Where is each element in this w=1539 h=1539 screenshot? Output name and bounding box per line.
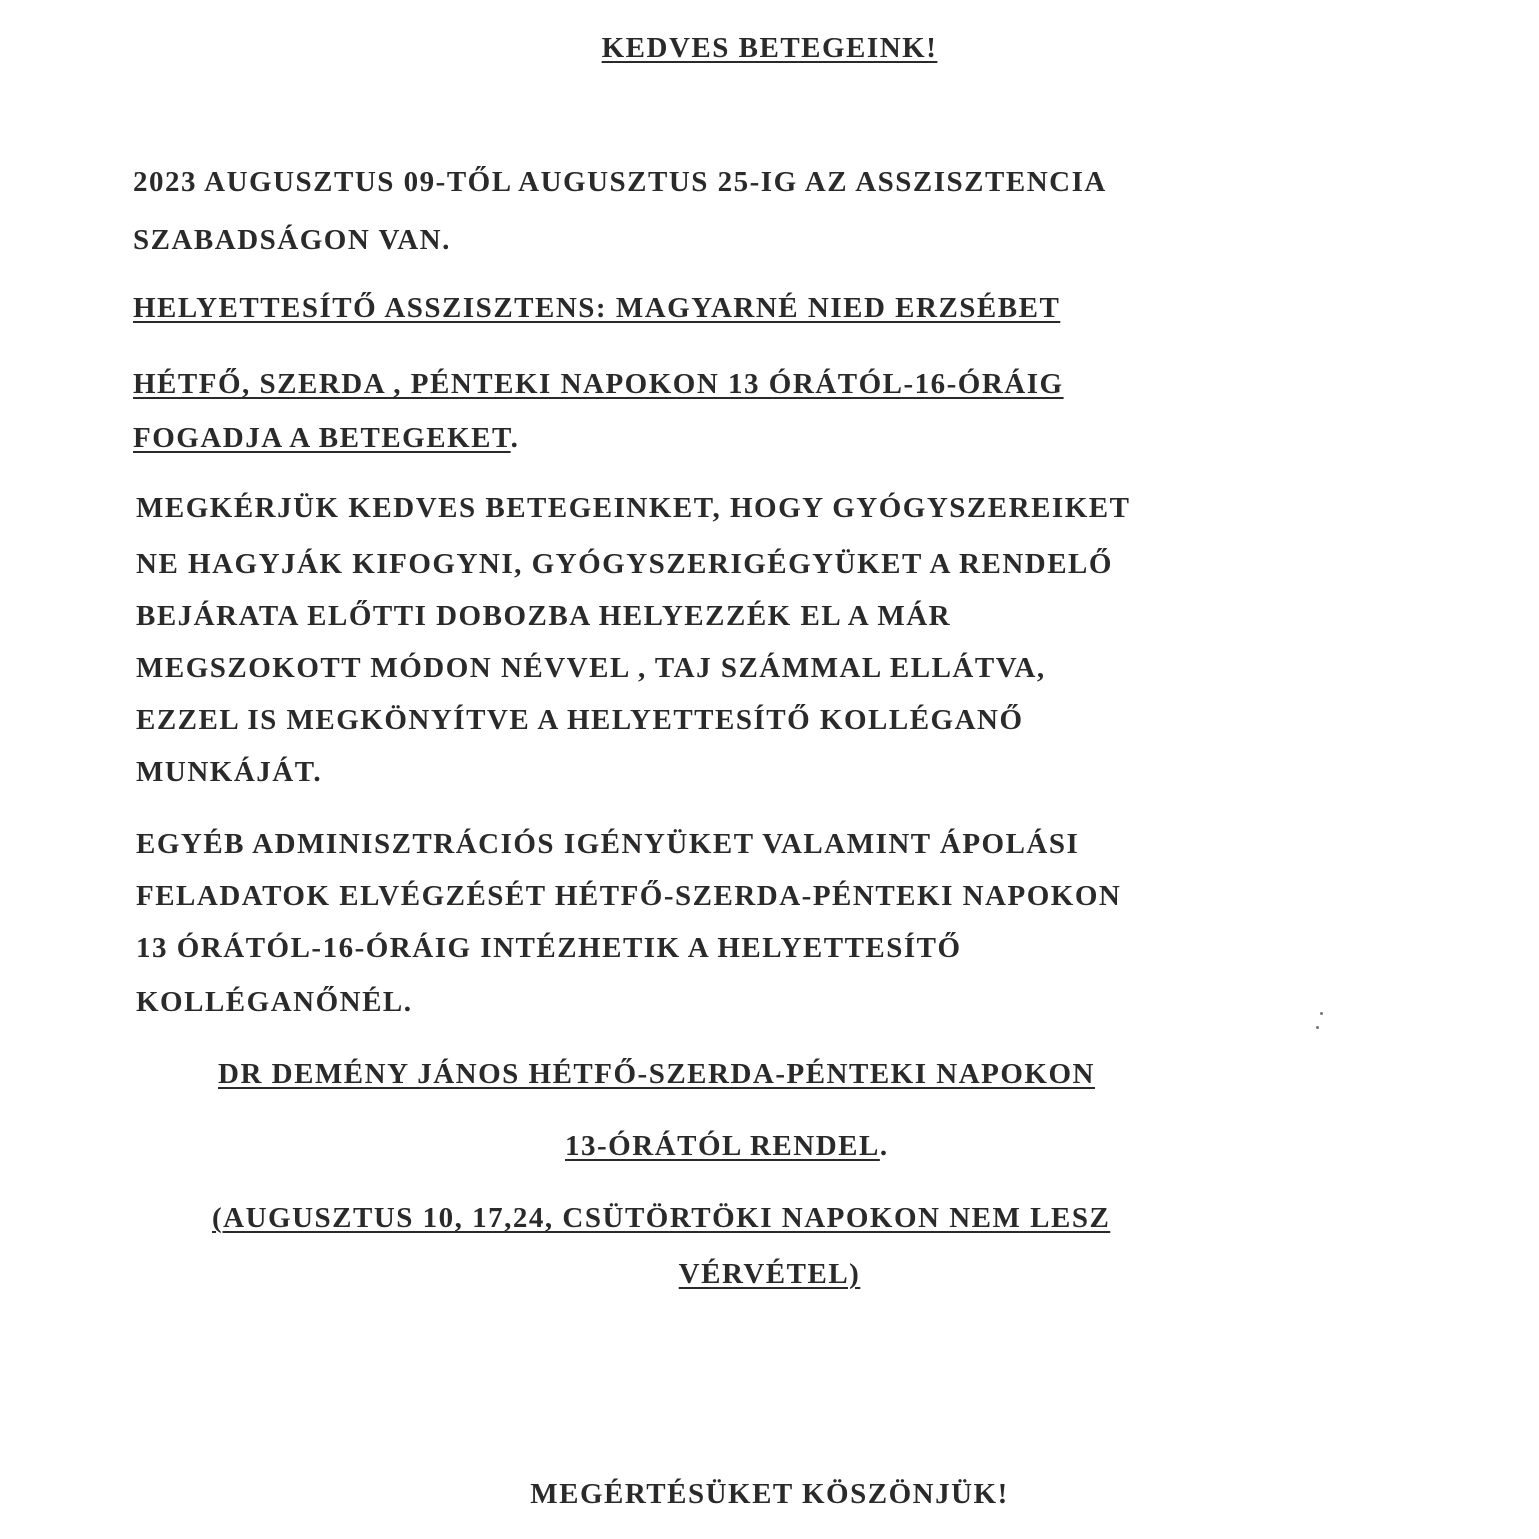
hours-line-1: HÉTFŐ, SZERDA , PÉNTEKI NAPOKON 13 ÓRÁTÓL-16-ÓRÁIG	[133, 368, 1064, 400]
absence-line-1: 2023 AUGUSZTUS 09-TŐL AUGUSZTUS 25-IG AZ ASSZISZTENCIA	[133, 166, 1107, 198]
admin-line-2: FELADATOK ELVÉGZÉSÉT HÉTFŐ-SZERDA-PÉNTEKI NAPOKON	[136, 880, 1122, 912]
doctor-line-2-text: 13-ÓRÁTÓL RENDEL	[565, 1130, 880, 1162]
request-line-2: NE HAGYJÁK KIFOGYNI, GYÓGYSZERIGÉGYÜKET A RENDELŐ	[136, 548, 1113, 580]
notice-heading: KEDVES BETEGEINK!	[601, 32, 938, 64]
hours-line-2	[133, 420, 519, 456]
hours-period: .	[510, 422, 520, 454]
doctor-period: .	[879, 1130, 889, 1162]
request-line-5: EZZEL IS MEGKÖNYÍTVE A HELYETTESÍTŐ KOLLÉGANŐ	[136, 704, 1024, 736]
request-line-6: MUNKÁJÁT.	[136, 756, 323, 788]
scan-speck	[1316, 1026, 1319, 1029]
absence-line-2: SZABADSÁGON VAN.	[133, 224, 451, 256]
closing-thanks: MEGÉRTÉSÜKET KÖSZÖNJÜK!	[530, 1478, 1009, 1510]
substitute-assistant: HELYETTESÍTŐ ASSZISZTENS: MAGYARNÉ NIED ERZSÉBET	[133, 292, 1061, 324]
doctor-line-2	[565, 1128, 889, 1164]
hours-line-2-text: FOGADJA A BETEGEKET	[133, 422, 511, 454]
admin-line-3: 13 ÓRÁTÓL-16-ÓRÁIG INTÉZHETIK A HELYETTESÍTŐ	[136, 932, 962, 964]
blood-draw-line-2: VÉRVÉTEL)	[678, 1258, 861, 1290]
blood-draw-line-1: (AUGUSZTUS 10, 17,24, CSÜTÖRTÖKI NAPOKON NEM LESZ	[212, 1202, 1111, 1234]
admin-line-4: KOLLÉGANŐNÉL.	[136, 986, 413, 1018]
request-line-3: BEJÁRATA ELŐTTI DOBOZBA HELYEZZÉK EL A MÁR	[136, 600, 952, 632]
request-line-4: MEGSZOKOTT MÓDON NÉVVEL , TAJ SZÁMMAL ELLÁTVA,	[136, 652, 1046, 684]
scan-speck	[1320, 1012, 1323, 1015]
request-line-1: MEGKÉRJÜK KEDVES BETEGEINKET, HOGY GYÓGYSZEREIKET	[136, 492, 1131, 524]
doctor-line-1: DR DEMÉNY JÁNOS HÉTFŐ-SZERDA-PÉNTEKI NAPOKON	[218, 1058, 1095, 1090]
admin-line-1: EGYÉB ADMINISZTRÁCIÓS IGÉNYÜKET VALAMINT ÁPOLÁSI	[136, 828, 1080, 860]
